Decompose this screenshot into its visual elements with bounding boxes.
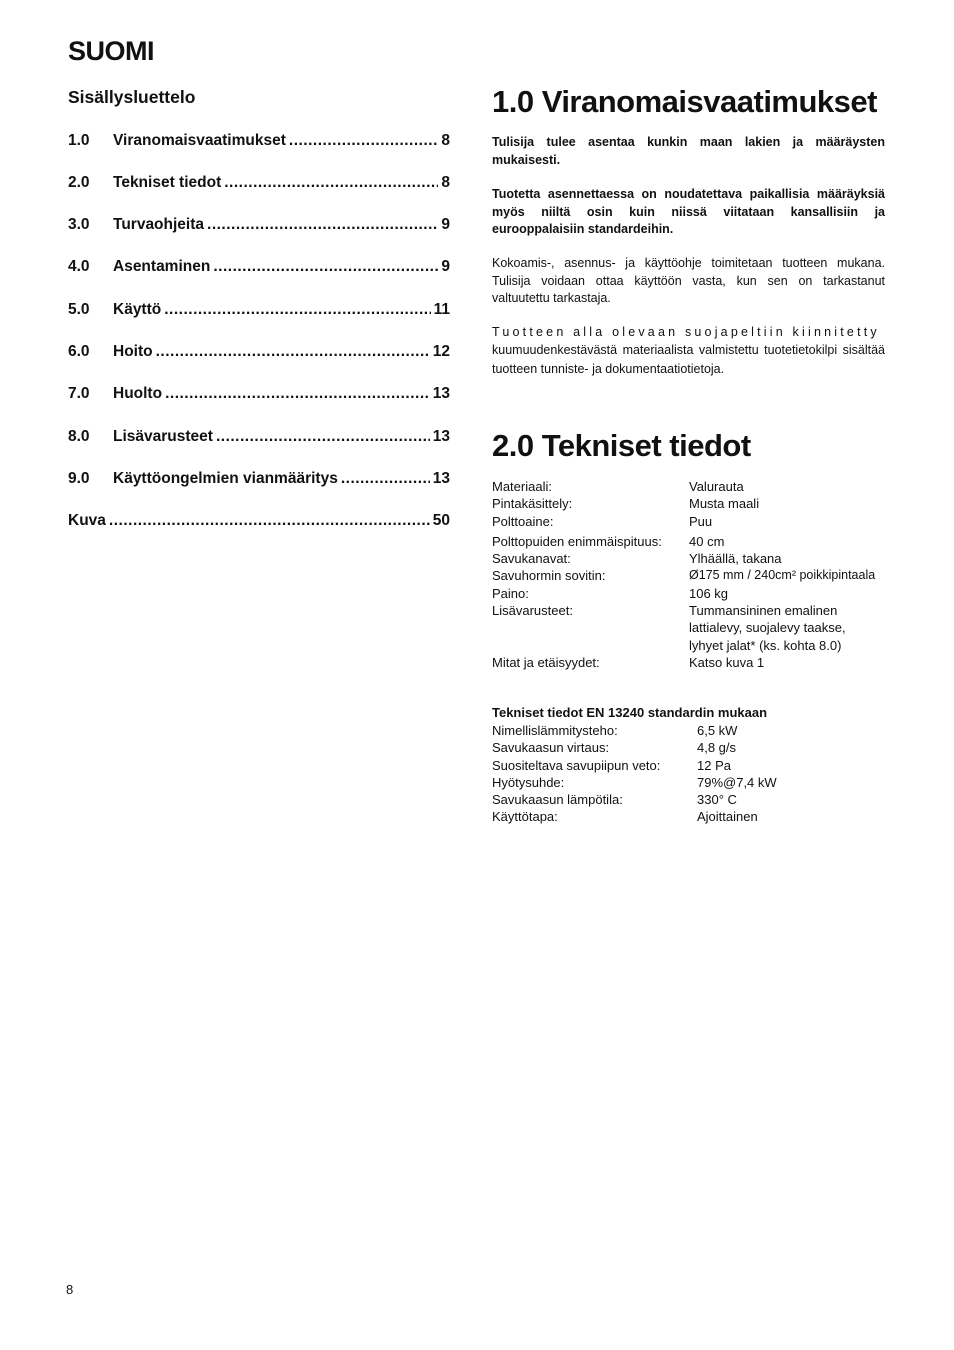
toc-leader-dots (289, 132, 438, 150)
tech-key: Käyttötapa: (492, 809, 558, 825)
toc-item-page: 8 (441, 132, 450, 149)
spec-key: Polttopuiden enimmäispituus: (492, 533, 662, 549)
toc-item-label: Kuva (68, 512, 106, 529)
toc-item-page: 13 (432, 428, 450, 445)
toc-item-label: Turvaohjeita (113, 216, 205, 233)
toc-item[interactable] (68, 258, 450, 280)
spec-row (492, 478, 892, 495)
section-1-heading: 1.0 Viranomaisvaatimukset (492, 84, 877, 119)
tech-value: 79%@7,4 kW (697, 774, 777, 790)
tech-value: 4,8 g/s (697, 740, 737, 756)
toc-item-page: 13 (432, 470, 450, 487)
toc-item-number: 5.0 (68, 301, 90, 318)
tech-row (492, 722, 892, 739)
spec-value: 106 kg (689, 585, 729, 601)
toc-item-label: Asentaminen (113, 258, 211, 275)
toc-item-label: Käyttöongelmien vianmääritys (113, 470, 338, 487)
toc-item[interactable] (68, 428, 450, 450)
toc-leader-dots (165, 385, 430, 403)
toc-item-label: Huolto (113, 385, 163, 402)
tech-key: Nimellislämmitysteho: (492, 723, 618, 738)
toc-item-label: Lisävarusteet (113, 428, 213, 445)
spec-key: Polttoaine: (492, 513, 554, 529)
spec-key: Lisävarusteet: (492, 603, 573, 619)
tech-key: Savukaasun virtaus: (492, 740, 610, 756)
toc-item-number: 9.0 (68, 470, 90, 487)
spec-value: Katso kuva 1 (689, 654, 765, 670)
toc-item-page: 9 (441, 258, 450, 275)
spec-row (492, 533, 892, 550)
tech-value: Ajoittainen (697, 809, 758, 825)
spec-value: Musta maali (689, 496, 760, 512)
spec-row (492, 567, 892, 584)
tech-row (492, 739, 892, 756)
spec-key: Savuhormin sovitin: (492, 568, 606, 584)
tech-row (492, 774, 892, 791)
spec-key: Pintakäsittely: (492, 496, 573, 512)
spec-row (492, 585, 892, 602)
toc-leader-dots (164, 301, 430, 319)
tech-value: 6,5 kW (697, 723, 738, 738)
section-1-paragraph-3: Kokoamis-, asennus- ja käyttöohje toimitetaan tuotteen mukana. Tulisija voidaan ottaa käyttöön vasta, kun sen on tarkastanut valtuutettu tarkastaja. (492, 256, 885, 305)
tech-key: Savukaasun lämpötila: (492, 792, 623, 808)
section-1-paragraph-1: Tulisija tulee asentaa kunkin maan lakien ja määräysten mukaisesti. (492, 135, 885, 167)
tech-value: 12 Pa (697, 757, 731, 773)
toc-item[interactable] (68, 301, 450, 323)
toc-item-number: 1.0 (68, 132, 90, 149)
section-2-heading: 2.0 Tekniset tiedot (492, 428, 751, 463)
toc-item-number: 6.0 (68, 343, 90, 360)
spec-key: Paino: (492, 585, 529, 601)
toc-leader-dots (207, 216, 438, 234)
spec-table (492, 478, 892, 671)
spec-value: Ø175 mm / 240cm² poikkipintaala (689, 568, 876, 583)
toc-item-label: Käyttö (113, 301, 162, 318)
spec-key: Savukanavat: (492, 551, 571, 567)
page-number: 8 (66, 1282, 74, 1297)
section-1-paragraph-4: kuumuudenkestävästä materiaalista valmistettu tuotetietokilpi sisältää tuotteen tunniste- ja dokumentaatiotietoja. (492, 343, 885, 376)
tech-data-table (492, 722, 892, 826)
toc-item-number: 7.0 (68, 385, 90, 402)
toc-leader-dots (216, 428, 430, 446)
tech-row (492, 757, 892, 774)
toc-leader-dots (224, 174, 438, 192)
tech-row (492, 791, 892, 808)
spec-row (492, 513, 892, 530)
toc-item-number: 3.0 (68, 216, 90, 233)
toc-item-number: 4.0 (68, 258, 90, 275)
spec-row (492, 550, 892, 567)
tech-key: Suositeltava savupiipun veto: (492, 757, 661, 773)
toc-item-label: Tekniset tiedot (113, 174, 222, 191)
spec-row (492, 654, 892, 671)
toc-item[interactable] (68, 132, 450, 154)
toc-item-page: 13 (432, 385, 450, 402)
toc-item-label: Viranomaisvaatimukset (113, 132, 286, 149)
toc-item-number: 8.0 (68, 428, 90, 445)
spec-value: 40 cm (689, 533, 725, 549)
spec-row (492, 495, 892, 512)
toc-item-page: 11 (433, 301, 450, 318)
tech-value: 330° C (697, 792, 737, 808)
tech-key: Hyötysuhde: (492, 774, 565, 790)
spec-key: Materiaali: (492, 479, 552, 494)
toc-item[interactable] (68, 385, 450, 407)
spec-key: Mitat ja etäisyydet: (492, 654, 600, 670)
toc-item-page: 8 (441, 174, 450, 191)
toc-item[interactable] (68, 343, 450, 365)
toc-leader-dots (109, 512, 430, 530)
toc-item-page: 50 (432, 512, 450, 529)
toc-item[interactable] (68, 174, 450, 196)
spec-value: Tummansininen emalinen lattialevy, suojalevy taakse, lyhyet jalat* (ks. kohta 8.0) (689, 603, 846, 653)
spec-value: Ylhäällä, takana (689, 551, 782, 567)
spec-row (492, 602, 892, 654)
section-1-paragraph-4-line-1: Tuotteen alla olevaan suojapeltiin kiinnitetty (492, 325, 880, 339)
tech-row (492, 808, 892, 825)
toc-leader-dots (341, 470, 430, 488)
toc-item[interactable] (68, 216, 450, 238)
spec-value: Puu (689, 513, 713, 529)
toc-item-page: 12 (432, 343, 450, 360)
tech-data-title: Tekniset tiedot EN 13240 standardin mukaan (492, 705, 768, 720)
toc-leader-dots (213, 258, 438, 276)
toc-item[interactable] (68, 470, 450, 492)
toc-item-label: Hoito (113, 343, 153, 360)
toc-item[interactable] (68, 512, 450, 534)
toc-item-page: 9 (441, 216, 450, 233)
toc-leader-dots (156, 343, 430, 361)
section-1-paragraph-2: Tuotetta asennettaessa on noudatettava paikallisia määräyksiä myös niiltä osin kuin niissä viitataan kansallisiin ja eurooppalaisiin standardeihin. (492, 187, 885, 236)
spec-value: Valurauta (689, 479, 744, 494)
language-heading: SUOMI (68, 36, 155, 66)
toc-item-number: 2.0 (68, 174, 90, 191)
toc-title: Sisällysluettelo (68, 87, 196, 107)
